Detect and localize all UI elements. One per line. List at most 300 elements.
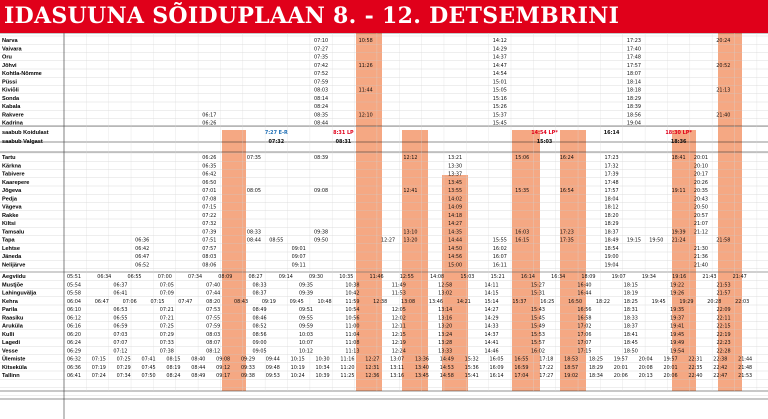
page-title: IDASUUNA SÕIDUPLAAN 8. - 12. DETSEMBRINI: [4, 3, 620, 29]
departure-time: 16:58: [577, 315, 592, 322]
departure-time: 16:02: [530, 348, 546, 355]
departure-time: 14:37: [492, 54, 507, 61]
departure-time: 14:27: [448, 221, 463, 227]
departure-time: 06:50: [202, 179, 217, 186]
departure-time: 07:21: [159, 307, 174, 313]
station-name: Mustjõe: [2, 282, 24, 289]
departure-time: 06:12: [66, 315, 82, 322]
departure-time: 18:53: [564, 356, 579, 363]
departure-time: 12:27: [381, 237, 396, 244]
departure-time: 18:09: [581, 274, 596, 280]
station-name: Vesse: [2, 348, 18, 355]
departure-time: 07:03: [113, 331, 128, 338]
departure-time: 07:53: [206, 307, 221, 313]
departure-time: 16:15: [515, 237, 530, 244]
departure-time: 10:34: [315, 364, 330, 371]
departure-time: 14:37: [484, 331, 499, 338]
departure-time: 18:29: [588, 364, 604, 371]
departure-time: 22:15: [716, 323, 731, 330]
departure-time: 11:13: [345, 348, 360, 355]
station-name: Kohtla-Nõmme: [2, 71, 42, 77]
departure-time: 18:49: [604, 237, 619, 244]
departure-time: 14:12: [492, 38, 507, 44]
origin-row-label: saabub Valgast: [2, 139, 43, 145]
departure-time: 06:53: [113, 307, 128, 313]
station-name: Kiviõli: [2, 87, 19, 94]
departure-time: 22:09: [716, 307, 731, 313]
departure-time: 15:31: [530, 290, 546, 297]
departure-time: 07:21: [159, 315, 174, 322]
departure-time: 09:00: [252, 340, 267, 346]
departure-time: 12:02: [391, 315, 406, 322]
departure-time: 10:15: [290, 356, 305, 363]
departure-time: 20:17: [693, 171, 709, 178]
departure-time: 07:52: [313, 71, 329, 77]
station-name: Kaarepere: [2, 179, 30, 186]
departure-time: 19:34: [641, 274, 657, 280]
departure-time: 06:36: [135, 237, 150, 244]
departure-time: 22:11: [716, 315, 731, 322]
departure-time: 08:35: [313, 112, 329, 119]
station-name: Rakvere: [2, 112, 24, 119]
departure-time: 09:07: [291, 254, 306, 260]
departure-time: 16:11: [492, 262, 507, 269]
station-name: Sonda: [2, 95, 20, 102]
departure-time: 07:24: [91, 373, 106, 379]
departure-time: 08:46: [252, 315, 267, 322]
departure-time: 14:44: [448, 237, 463, 244]
departure-time: 15:49: [530, 323, 546, 330]
departure-time: 06:26: [202, 155, 217, 161]
station-name: Narva: [2, 38, 18, 44]
departure-time: 11:00: [345, 323, 360, 330]
departure-time: 12:38: [373, 298, 388, 305]
departure-time: 10:07: [298, 340, 314, 346]
departure-time: 09:38: [313, 229, 329, 236]
departure-time: 06:42: [135, 245, 150, 252]
departure-time: 18:50: [623, 348, 638, 355]
departure-time: 09:51: [298, 307, 314, 313]
departure-time: 19:49: [670, 340, 685, 346]
departure-time: 18:18: [626, 87, 641, 94]
departure-time: 08:43: [233, 298, 249, 305]
departure-time: 09:12: [216, 364, 231, 371]
departure-time: 08:03: [313, 87, 329, 94]
departure-time: 20:13: [638, 373, 653, 379]
departure-time: 06:04: [66, 298, 82, 305]
departure-time: 12:12: [403, 155, 418, 161]
departure-time: 19:26: [670, 290, 685, 297]
departure-time: 17:39: [604, 171, 619, 178]
departure-time: 10:12: [298, 348, 314, 355]
departure-time: 14:15: [484, 290, 499, 297]
departure-time: 10:39: [315, 373, 330, 379]
departure-time: 07:25: [159, 323, 174, 330]
origin-arrival-time: 8:31 LP: [333, 130, 354, 136]
departure-time: 20:24: [716, 38, 731, 44]
departure-time: 21:40: [716, 112, 731, 119]
station-name: Püssi: [2, 79, 17, 86]
departure-time: 21:24: [671, 237, 686, 244]
departure-time: 15:36: [464, 364, 479, 371]
departure-time: 17:06: [577, 331, 592, 338]
departure-time: 18:22: [595, 298, 611, 305]
station-name: Raasiku: [2, 315, 24, 322]
departure-time: 09:35: [298, 282, 314, 289]
departure-time: 07:25: [116, 356, 131, 363]
origin-arrival-time: 7:27 E-R: [264, 130, 288, 136]
departure-time: 13:45: [414, 373, 430, 379]
departure-time: 19:57: [613, 356, 628, 363]
departure-time: 06:36: [66, 364, 82, 371]
departure-time: 08:40: [191, 356, 206, 363]
departure-time: 20:01: [693, 155, 709, 161]
departure-time: 19:37: [670, 315, 685, 322]
departure-time: 13:40: [414, 364, 430, 371]
departure-time: 18:57: [564, 364, 579, 371]
departure-time: 10:42: [345, 290, 360, 297]
departure-time: 07:10: [313, 38, 329, 44]
departure-time: 08:19: [166, 364, 181, 371]
departure-time: 19:50: [649, 237, 664, 244]
origin-arrival-time: 15:03: [536, 139, 553, 145]
departure-time: 14:02: [448, 196, 463, 203]
departure-time: 16:50: [568, 298, 583, 305]
station-name: Parila: [2, 307, 18, 313]
departure-time: 08:06: [202, 262, 217, 269]
departure-time: 13:36: [414, 356, 430, 363]
station-name: Tabivere: [2, 171, 25, 178]
departure-time: 15:37: [492, 112, 507, 119]
departure-time: 18:54: [604, 245, 619, 252]
departure-time: 10:54: [345, 307, 360, 313]
departure-time: 16:54: [559, 188, 574, 194]
station-name: Kadrina: [2, 120, 23, 127]
departure-time: 08:44: [191, 364, 206, 371]
departure-time: 07:59: [313, 79, 329, 86]
departure-time: 21:53: [716, 282, 731, 289]
departure-time: 22:23: [716, 340, 731, 346]
departure-time: 13:16: [438, 315, 453, 322]
departure-time: 18:25: [588, 356, 604, 363]
departure-time: 09:55: [298, 315, 314, 322]
departure-time: 09:38: [240, 373, 256, 379]
departure-time: 06:10: [66, 307, 82, 313]
departure-time: 15:35: [515, 188, 530, 194]
origin-arrival-time: 08:31: [335, 139, 352, 145]
departure-time: 10:48: [317, 298, 332, 305]
departure-time: 07:00: [157, 274, 172, 280]
departure-time: 15:32: [464, 356, 479, 363]
departure-time: 19:22: [670, 282, 685, 289]
station-name: Tartu: [2, 155, 16, 161]
departure-time: 18:19: [623, 290, 638, 297]
departure-time: 07:05: [159, 282, 174, 289]
departure-time: 07:27: [313, 46, 329, 53]
departure-time: 09:14: [278, 274, 293, 280]
departure-time: 07:39: [202, 229, 217, 236]
departure-time: 17:18: [539, 356, 554, 363]
departure-time: 21:36: [693, 254, 709, 260]
departure-time: 14:21: [456, 298, 471, 305]
departure-time: 09:08: [313, 188, 329, 194]
departure-time: 17:23: [626, 38, 641, 44]
departure-time: 11:44: [358, 87, 373, 94]
departure-time: 15:06: [515, 155, 530, 161]
departure-time: 18:34: [588, 373, 604, 379]
departure-time: 15:45: [530, 315, 546, 322]
departure-time: 17:22: [539, 364, 554, 371]
origin-row-label: saabub Koidulast: [2, 130, 49, 136]
departure-time: 10:56: [345, 315, 360, 322]
departure-time: 18:29: [604, 221, 619, 227]
departure-time: 21:13: [716, 87, 731, 94]
departure-time: 15:27: [530, 282, 546, 289]
departure-time: 20:50: [693, 204, 709, 211]
departure-time: 10:58: [358, 38, 373, 44]
departure-time: 21:57: [716, 290, 731, 297]
departure-time: 11:49: [391, 282, 406, 289]
station-name: Lehtse: [2, 245, 21, 252]
departure-time: 06:35: [202, 163, 217, 170]
departure-time: 08:27: [248, 274, 263, 280]
departure-time: 06:24: [66, 340, 82, 346]
departure-time: 12:36: [365, 373, 380, 379]
departure-time: 10:03: [298, 331, 314, 338]
departure-time: 14:54: [492, 71, 507, 77]
departure-time: 14:46: [484, 348, 499, 355]
departure-time: 07:38: [159, 348, 174, 355]
departure-time: 20:57: [693, 212, 709, 219]
departure-time: 08:24: [313, 104, 329, 110]
departure-time: 16:05: [489, 356, 504, 363]
departure-time: 10:35: [339, 274, 354, 280]
departure-time: 22:03: [735, 298, 750, 305]
departure-time: 20:04: [638, 356, 653, 363]
departure-time: 22:31: [688, 356, 703, 363]
express-column-band: [399, 130, 428, 391]
departure-time: 16:55: [514, 356, 529, 363]
departure-time: 18:12: [604, 204, 619, 211]
station-name: Rakke: [2, 212, 19, 219]
departure-time: 15:03: [460, 274, 475, 280]
departure-time: 09:08: [216, 356, 231, 363]
timetable: [0, 33, 768, 419]
departure-time: 07:34: [187, 274, 203, 280]
departure-time: 20:43: [693, 196, 709, 203]
departure-time: 13:14: [438, 307, 453, 313]
departure-time: 08:15: [166, 356, 181, 363]
departure-time: 22:28: [716, 348, 731, 355]
origin-arrival-time: 16:14: [603, 130, 620, 136]
departure-time: 13:20: [438, 323, 453, 330]
departure-time: 09:33: [240, 364, 256, 371]
departure-time: 11:20: [340, 364, 355, 371]
departure-time: 06:59: [113, 323, 128, 330]
departure-time: 13:55: [448, 188, 463, 194]
departure-time: 06:17: [202, 112, 217, 119]
departure-time: 19:11: [671, 188, 686, 194]
departure-time: 17:57: [626, 62, 641, 69]
departure-time: 22:40: [688, 373, 703, 379]
departure-time: 10:19: [290, 364, 305, 371]
departure-time: 07:07: [113, 340, 128, 346]
departure-time: 14:49: [439, 356, 454, 363]
departure-time: 16:07: [492, 254, 507, 260]
departure-time: 21:12: [693, 229, 709, 236]
station-name: Tapa: [2, 237, 15, 244]
departure-time: 07:29: [159, 331, 174, 338]
departure-time: 07:15: [202, 204, 217, 211]
timetable-grid: [0, 33, 768, 419]
departure-time: 14:18: [448, 212, 463, 219]
departure-time: 06:42: [202, 171, 217, 178]
title-bar: [0, 0, 768, 33]
departure-time: 12:58: [438, 282, 453, 289]
departure-time: 18:04: [604, 196, 619, 203]
departure-time: 07:40: [206, 282, 221, 289]
departure-time: 07:34: [116, 373, 131, 379]
departure-time: 09:50: [313, 237, 329, 244]
departure-time: 06:34: [97, 274, 112, 280]
departure-time: 22:38: [713, 356, 728, 363]
departure-time: 15:05: [492, 87, 507, 94]
departure-time: 19:54: [670, 348, 685, 355]
station-name: Kiltsi: [2, 221, 16, 227]
station-name: Kehra: [2, 298, 18, 305]
departure-time: 07:35: [246, 155, 262, 161]
departure-time: 08:24: [166, 373, 181, 379]
departure-time: 09:11: [291, 262, 306, 269]
departure-time: 20:06: [613, 373, 628, 379]
departure-time: 15:45: [492, 120, 507, 127]
departure-time: 19:45: [651, 298, 666, 305]
departure-time: 12:10: [358, 112, 373, 119]
departure-time: 08:56: [252, 331, 267, 338]
station-name: Pedja: [2, 196, 17, 203]
departure-time: 07:41: [141, 356, 156, 363]
station-name: Kärkna: [2, 163, 21, 170]
departure-time: 07:33: [159, 340, 174, 346]
departure-time: 07:12: [113, 348, 128, 355]
departure-time: 12:31: [365, 364, 380, 371]
departure-time: 07:59: [206, 323, 221, 330]
departure-time: 07:50: [141, 373, 156, 379]
departure-time: 21:40: [693, 262, 709, 269]
departure-time: 07:15: [91, 356, 106, 363]
departure-time: 08:55: [269, 237, 284, 244]
departure-time: 14:50: [448, 245, 463, 252]
departure-time: 15:43: [530, 307, 546, 313]
departure-time: 19:04: [604, 262, 619, 269]
departure-time: 09:29: [240, 356, 256, 363]
departure-time: 19:39: [671, 229, 686, 236]
departure-time: 16:25: [540, 298, 555, 305]
departure-time: 21:07: [693, 221, 709, 227]
station-name: Jõgeva: [2, 188, 22, 194]
departure-time: 08:49: [191, 373, 206, 379]
departure-time: 14:08: [430, 274, 445, 280]
departure-time: 16:56: [577, 307, 592, 313]
departure-time: 13:20: [403, 237, 418, 244]
departure-time: 15:14: [484, 298, 499, 305]
station-name: Oru: [2, 54, 12, 61]
departure-time: 14:29: [492, 46, 507, 53]
departure-time: 08:33: [252, 282, 267, 289]
departure-time: 14:33: [484, 323, 499, 330]
departure-time: 08:52: [252, 323, 267, 330]
departure-time: 08:14: [313, 95, 329, 102]
departure-time: 19:07: [611, 274, 626, 280]
station-name: Tallinn: [2, 373, 20, 379]
departure-time: 09:19: [261, 298, 276, 305]
departure-time: 14:29: [484, 315, 499, 322]
departure-time: 15:53: [530, 331, 546, 338]
departure-time: 09:05: [252, 348, 267, 355]
departure-time: 21:47: [732, 274, 747, 280]
departure-time: 18:56: [626, 112, 641, 119]
departure-time: 09:44: [265, 356, 280, 363]
departure-time: 13:10: [403, 229, 418, 236]
departure-time: 14:56: [448, 254, 463, 260]
departure-time: 19:35: [670, 307, 685, 313]
departure-time: 16:03: [515, 229, 530, 236]
departure-time: 16:24: [559, 155, 574, 161]
departure-time: 07:29: [116, 364, 131, 371]
departure-time: 20:10: [693, 163, 709, 170]
departure-time: 11:16: [340, 356, 355, 363]
departure-time: 17:23: [559, 229, 574, 236]
departure-time: 13:33: [438, 348, 453, 355]
departure-time: 17:35: [559, 237, 574, 244]
departure-time: 16:09: [489, 364, 504, 371]
departure-time: 14:58: [439, 373, 454, 379]
departure-time: 13:07: [390, 356, 405, 363]
departure-time: 19:04: [626, 120, 641, 127]
departure-time: 21:44: [738, 356, 753, 363]
departure-time: 21:43: [702, 274, 717, 280]
departure-time: 06:47: [94, 298, 109, 305]
departure-time: 17:15: [577, 348, 592, 355]
departure-time: 19:41: [670, 323, 685, 330]
departure-time: 06:55: [113, 315, 128, 322]
departure-time: 13:28: [438, 340, 453, 346]
departure-time: 09:48: [265, 364, 280, 371]
departure-time: 08:44: [313, 120, 329, 127]
departure-time: 08:05: [246, 188, 262, 194]
departure-time: 18:31: [623, 307, 638, 313]
departure-time: 18:39: [626, 104, 641, 110]
origin-arrival-time: 18:30 LP*: [665, 130, 692, 136]
departure-time: 15:01: [492, 79, 507, 86]
departure-time: 08:37: [252, 290, 267, 297]
station-name: Vaivara: [2, 46, 22, 53]
departure-time: 13:11: [390, 364, 405, 371]
departure-time: 17:07: [577, 340, 592, 346]
departure-time: 06:47: [135, 254, 150, 260]
departure-time: 19:15: [626, 237, 641, 244]
departure-time: 22:47: [713, 373, 728, 379]
station-name: Kabala: [2, 104, 21, 110]
departure-time: 12:24: [391, 348, 406, 355]
departure-time: 11:25: [340, 373, 355, 379]
departure-time: 08:44: [246, 237, 262, 244]
departure-time: 11:46: [369, 274, 384, 280]
departure-time: 14:35: [448, 229, 463, 236]
departure-time: 15:37: [512, 298, 527, 305]
departure-time: 07:06: [122, 298, 137, 305]
departure-time: 20:01: [663, 364, 678, 371]
